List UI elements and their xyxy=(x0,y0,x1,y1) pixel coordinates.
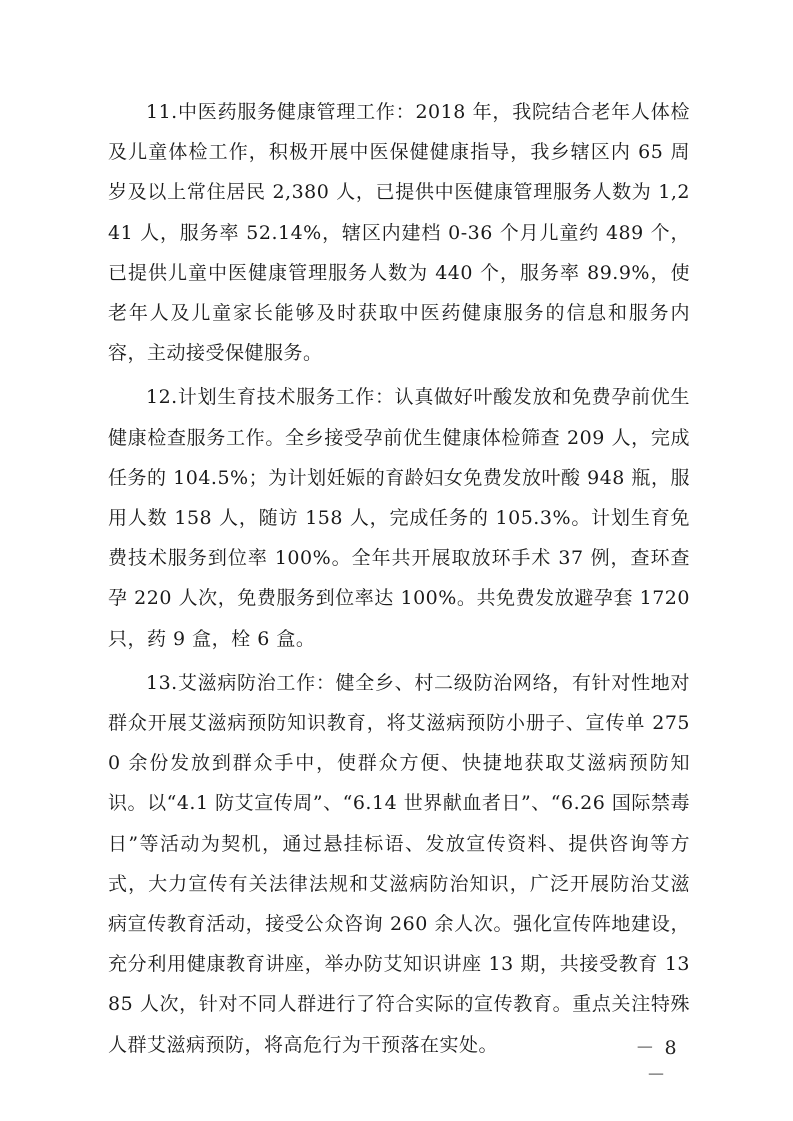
document-body xyxy=(108,92,690,1069)
paragraph-aids-prevention: 13.艾滋病防治工作：健全乡、村二级防治网络，有针对性地对群众开展艾滋病预防知识教育，将艾滋病预防小册子、宣传单 2750 余份发放到群众手中，使群众方便、快捷地获取艾滋病预防知识。以“4.1 防艾宣传周”、“6.14 世界献血者日”、“6.26 国际禁毒日”等活动为契机，通过悬挂标语、发放宣传资料、提供咨询等方式，大力宣传有关法律法规和艾滋病防治知识，广泛开展防治艾滋病宣传教育活动，接受公众咨询 260 余人次。强化宣传阵地建设，充分利用健康教育讲座，举办防艾知识讲座 13 期，共接受教育 1385 人次，针对不同人群进行了符合实际的宣传教育。重点关注特殊人群艾滋病预防，将高危行为干预落在实处。 xyxy=(108,671,690,1056)
paragraph-family-planning-services: 12.计划生育技术服务工作：认真做好叶酸发放和免费孕前优生健康检查服务工作。全乡接受孕前优生健康体检筛查 209 人，完成任务的 104.5%；为计划妊娠的育龄妇女免费发放叶酸 948 瓶，服用人数 158 人，随访 158 人，完成任务的 105.3%。计划生育免费技术服务到位率 100%。全年共开展取放环手术 37 例，查环查孕 220 人次，免费服务到位率达 100%。共免费发放避孕套 1720 只，药 9 盒，栓 6 盒。 xyxy=(108,386,690,650)
paragraph-tcm-health-management: 11.中医药服务健康管理工作：2018 年，我院结合老年人体检及儿童体检工作，积极开展中医保健健康指导，我乡辖区内 65 周岁及以上常住居民 2,380 人，已提供中医健康管理服务人数为 1,241 人，服务率 52.14%，辖区内建档 0-36 个月儿童约 489 个，已提供儿童中医健康管理服务人数为 440 个，服务率 89.9%，使老年人及儿童家长能够及时获取中医药健康服务的信息和服务内容，主动接受保健服务。 xyxy=(108,101,690,365)
page-number: － 8 － xyxy=(635,1037,679,1086)
